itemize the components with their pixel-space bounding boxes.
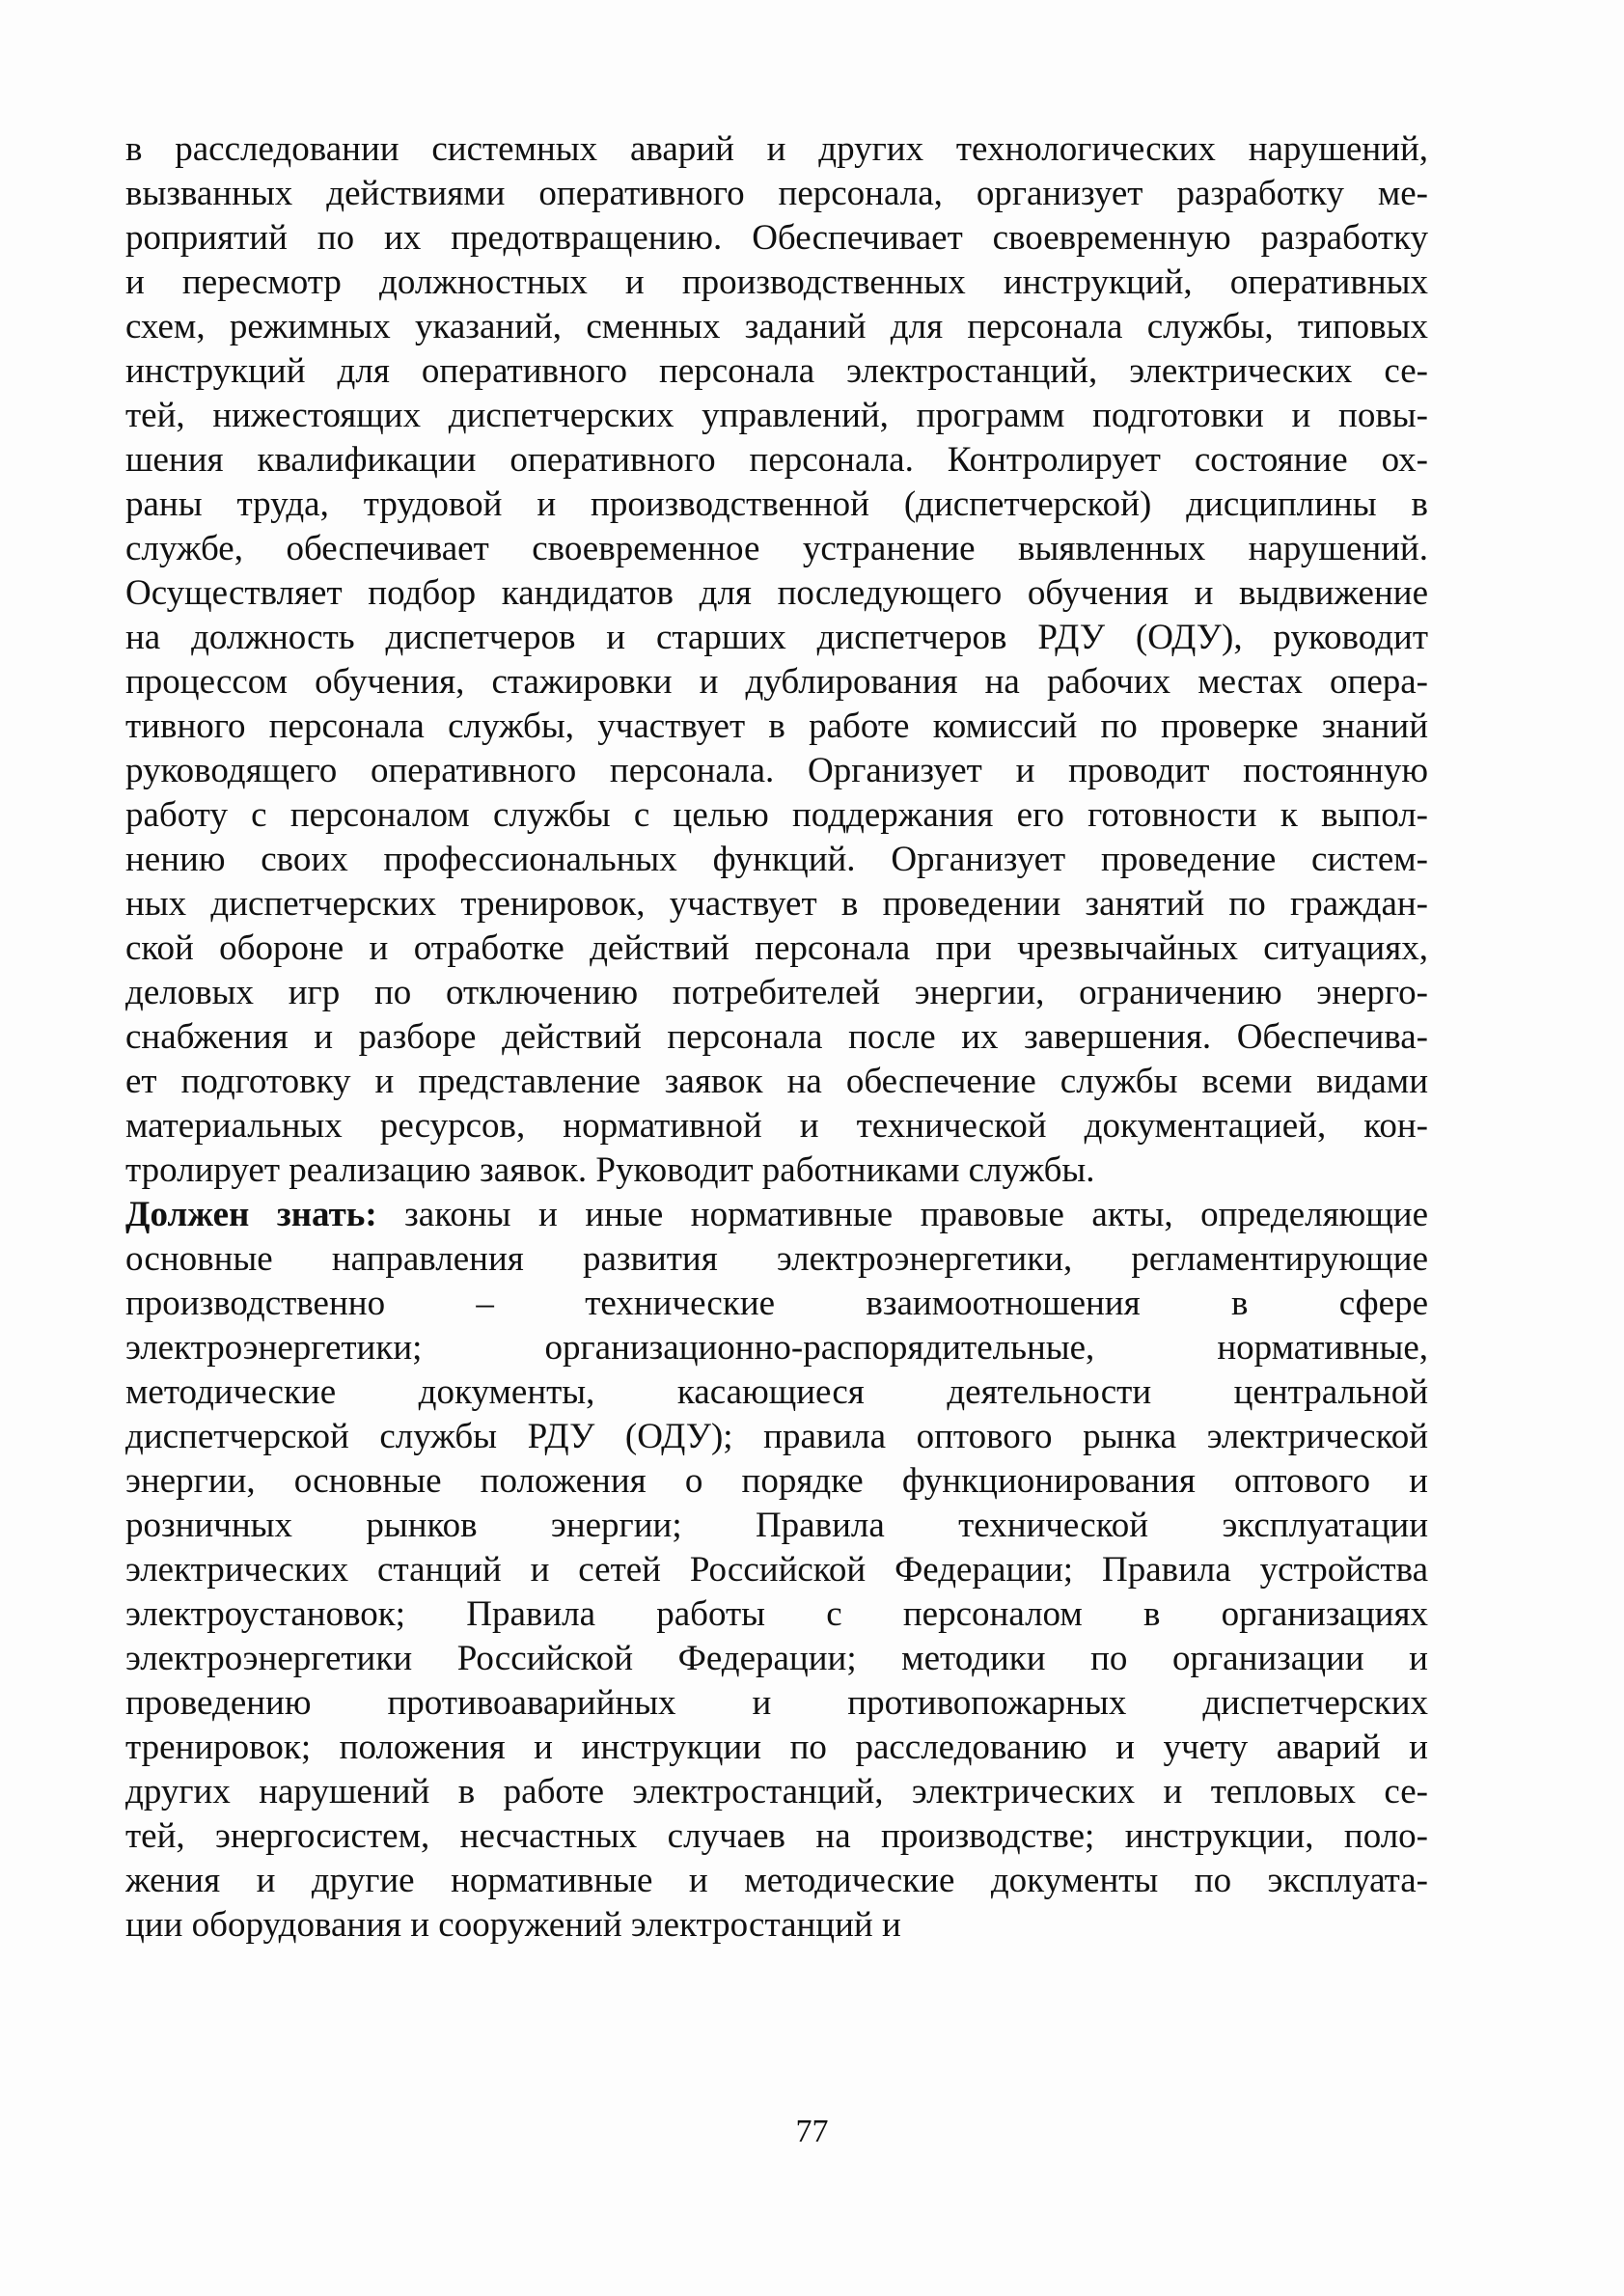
paragraph-line: электроэнергетики; организационно-распорядительные, нормативные, xyxy=(125,1328,1428,1368)
paragraph-line: тей, нижестоящих диспетчерских управлений, программ подготовки и повы- xyxy=(125,396,1428,435)
paragraph-line: ции оборудования и сооружений электростанций и xyxy=(125,1905,901,1945)
paragraph-line: жения и другие нормативные и методические документы по эксплуата- xyxy=(125,1861,1428,1900)
paragraph-line: других нарушений в работе электростанций, электрических и тепловых се- xyxy=(125,1772,1428,1812)
paragraph-line: электроустановок; Правила работы с персоналом в организациях xyxy=(125,1594,1428,1634)
paragraph-line: диспетчерской службы РДУ (ОДУ); правила оптового рынка электрической xyxy=(125,1417,1428,1456)
paragraph-line: нению своих профессиональных функций. Организует проведение систем- xyxy=(125,840,1428,879)
paragraph-line: службе, обеспечивает своевременное устранение выявленных нарушений. xyxy=(125,529,1428,568)
paragraph-line: в расследовании системных аварий и других технологических нарушений, xyxy=(125,129,1428,169)
paragraph-line xyxy=(125,1193,1428,1237)
term-must-know: Должен знать: xyxy=(125,1195,377,1234)
paragraph-line: роприятий по их предотвращению. Обеспечивает своевременную разработку xyxy=(125,218,1428,258)
paragraph-line: тивного персонала службы, участвует в работе комиссий по проверке знаний xyxy=(125,706,1428,746)
paragraph-line: инструкций для оперативного персонала электростанций, электрических се- xyxy=(125,351,1428,391)
paragraph-line: розничных рынков энергии; Правила технической эксплуатации xyxy=(125,1506,1428,1545)
paragraph-line: работу с персоналом службы с целью поддержания его готовности к выпол- xyxy=(125,795,1428,835)
paragraph-line: на должность диспетчеров и старших диспетчеров РДУ (ОДУ), руководит xyxy=(125,618,1428,657)
paragraph-line: процессом обучения, стажировки и дублирования на рабочих местах опера- xyxy=(125,662,1428,702)
line-text: законы и иные нормативные правовые акты, определяющие xyxy=(376,1195,1428,1234)
body-text xyxy=(125,127,1428,1948)
paragraph-line: деловых игр по отключению потребителей энергии, ограничению энерго- xyxy=(125,973,1428,1012)
paragraph-line: руководящего оперативного персонала. Организует и проводит постоянную xyxy=(125,751,1428,790)
paragraph-duties xyxy=(125,127,1428,1193)
paragraph-line: электрических станций и сетей Российской Федерации; Правила устройства xyxy=(125,1550,1428,1590)
paragraph-line: проведению противоаварийных и противопожарных диспетчерских xyxy=(125,1683,1428,1723)
paragraph-line: Осуществляет подбор кандидатов для последующего обучения и выдвижение xyxy=(125,573,1428,613)
paragraph-line: вызванных действиями оперативного персонала, организует разработку ме- xyxy=(125,174,1428,213)
paragraph-line: методические документы, касающиеся деятельности центральной xyxy=(125,1372,1428,1412)
paragraph-line: тролирует реализацию заявок. Руководит работниками службы. xyxy=(125,1150,1095,1190)
paragraph-line: производственно – технические взаимоотношения в сфере xyxy=(125,1284,1428,1323)
paragraph-line: схем, режимных указаний, сменных заданий для персонала службы, типовых xyxy=(125,307,1428,346)
paragraph-line: основные направления развития электроэнергетики, регламентирующие xyxy=(125,1239,1428,1279)
paragraph-line: ных диспетчерских тренировок, участвует в проведении занятий по граждан- xyxy=(125,884,1428,924)
paragraph-line: тренировок; положения и инструкции по расследованию и учету аварий и xyxy=(125,1728,1428,1767)
page-number: 77 xyxy=(795,2114,829,2149)
paragraph-line: тей, энергосистем, несчастных случаев на производстве; инструкции, поло- xyxy=(125,1816,1428,1856)
paragraph-must-know xyxy=(125,1193,1428,1948)
paragraph-line: электроэнергетики Российской Федерации; методики по организации и xyxy=(125,1639,1428,1678)
paragraph-line: энергии, основные положения о порядке функционирования оптового и xyxy=(125,1461,1428,1501)
paragraph-line: раны труда, трудовой и производственной (диспетчерской) дисциплины в xyxy=(125,484,1428,524)
paragraph-line: и пересмотр должностных и производственных инструкций, оперативных xyxy=(125,263,1428,302)
paragraph-line: снабжения и разборе действий персонала после их завершения. Обеспечива- xyxy=(125,1017,1428,1057)
paragraph-line: ской обороне и отработке действий персонала при чрезвычайных ситуациях, xyxy=(125,928,1428,968)
paragraph-line: ет подготовку и представление заявок на обеспечение службы всеми видами xyxy=(125,1062,1428,1101)
paragraph-line: материальных ресурсов, нормативной и технической документацией, кон- xyxy=(125,1106,1428,1146)
paragraph-line: шения квалификации оперативного персонала. Контролирует состояние ох- xyxy=(125,440,1428,480)
